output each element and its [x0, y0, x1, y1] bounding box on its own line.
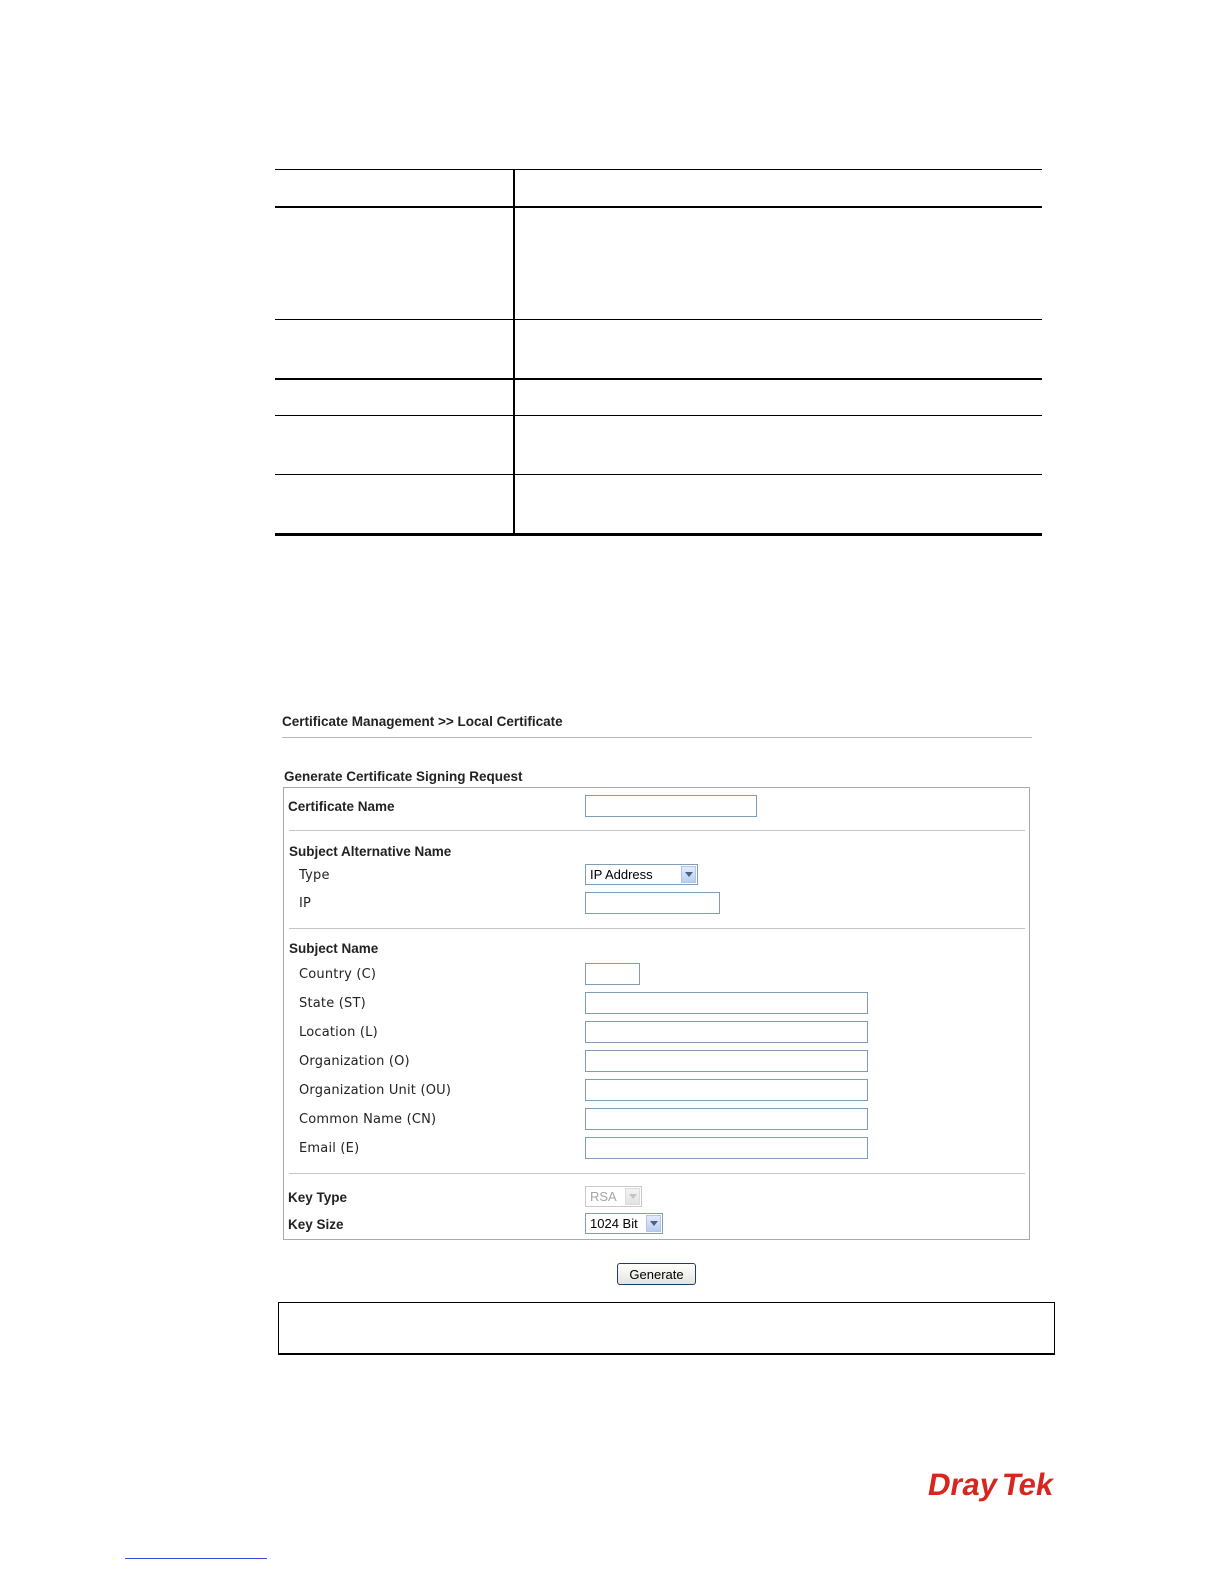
table-rule	[275, 319, 1042, 320]
organization-unit-input[interactable]	[585, 1079, 868, 1101]
location-input[interactable]	[585, 1021, 868, 1043]
description-table	[275, 169, 1042, 536]
organization-unit-label: Organization Unit (OU)	[299, 1083, 452, 1098]
breadcrumb: Certificate Management >> Local Certificate	[282, 714, 563, 729]
common-name-label: Common Name (CN)	[299, 1112, 437, 1127]
email-input[interactable]	[585, 1137, 868, 1159]
table-column-divider	[513, 169, 515, 535]
certificate-name-label: Certificate Name	[288, 799, 395, 814]
note-box	[278, 1302, 1055, 1355]
type-select[interactable]	[585, 864, 698, 885]
key-type-select	[585, 1186, 642, 1207]
table-rule	[275, 206, 1042, 208]
table-rule	[275, 169, 1042, 170]
breadcrumb-divider	[282, 737, 1032, 738]
table-rule	[275, 378, 1042, 380]
generate-button[interactable]: Generate	[617, 1263, 696, 1285]
key-size-select[interactable]	[585, 1213, 663, 1234]
chevron-down-icon	[646, 1215, 661, 1232]
organization-input[interactable]	[585, 1050, 868, 1072]
key-size-label: Key Size	[288, 1217, 344, 1232]
logo-text-tek: Tek	[999, 1467, 1057, 1502]
type-label: Type	[299, 868, 330, 883]
location-label: Location (L)	[299, 1025, 378, 1040]
section-divider	[289, 1173, 1025, 1174]
key-type-value: RSA	[590, 1189, 617, 1204]
key-size-value: 1024 Bit	[590, 1216, 638, 1231]
section-divider	[289, 928, 1025, 929]
form-title: Generate Certificate Signing Request	[284, 769, 523, 784]
subject-name-heading: Subject Name	[289, 941, 379, 956]
email-label: Email (E)	[299, 1141, 360, 1156]
table-rule	[275, 415, 1042, 416]
section-divider	[289, 830, 1025, 831]
certificate-name-input[interactable]	[585, 795, 757, 817]
organization-label: Organization (O)	[299, 1054, 410, 1069]
state-input[interactable]	[585, 992, 868, 1014]
common-name-input[interactable]	[585, 1108, 868, 1130]
ip-label: IP	[299, 896, 312, 911]
country-label: Country (C)	[299, 967, 377, 982]
logo-text-dray: Dray	[926, 1467, 1001, 1502]
country-input[interactable]	[585, 963, 640, 985]
chevron-down-icon	[681, 866, 696, 883]
state-label: State (ST)	[299, 996, 366, 1011]
type-select-value: IP Address	[590, 867, 653, 882]
key-type-label: Key Type	[288, 1190, 348, 1205]
table-rule	[275, 474, 1042, 475]
table-rule	[275, 533, 1042, 536]
ip-input[interactable]	[585, 892, 720, 914]
draytek-logo	[926, 1464, 1058, 1511]
chevron-down-icon	[625, 1188, 640, 1205]
subject-alternative-name-heading: Subject Alternative Name	[289, 844, 452, 859]
footer-link-underline	[125, 1558, 267, 1559]
